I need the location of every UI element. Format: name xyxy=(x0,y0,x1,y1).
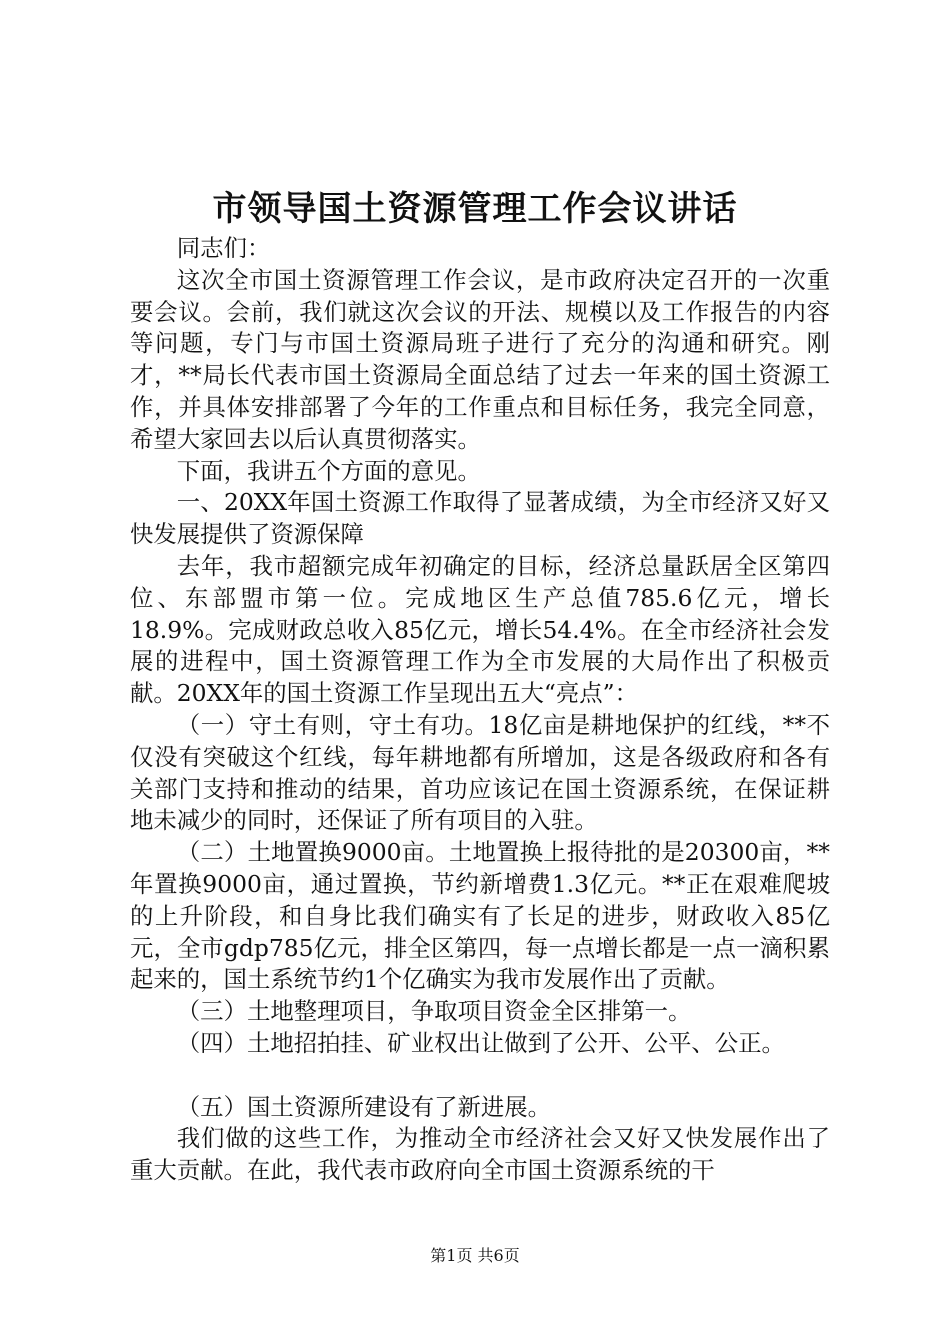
list-item-5: （五）国土资源所建设有了新进展。 xyxy=(176,1092,552,1121)
salutation: 同志们： xyxy=(176,234,271,262)
list-item-2: （二）土地置换9000亩。土地置换上报待批的是20300亩，**年置换9000亩，通过置换，节约新增费1.3亿元。**正在艰难爬坡的上升阶段，和自身比我们确实有了长足的进步，财政收入85亿元，全市gdp785亿元，排全区第四，每一点增长都是一点一滴积累起来的，国土系统节约1个亿确实为我市发展作出了贡献。 xyxy=(130,838,830,994)
paragraph-outline: 下面，我讲五个方面的意见。 xyxy=(176,456,481,485)
page-number: 第1页 共6页 xyxy=(430,1246,520,1265)
list-item-1: （一）守土有则，守土有功。18亿亩是耕地保护的红线，**不仅没有突破这个红线，每年耕地都有所增加，这是各级政府和各有关部门支持和推动的结果，首功应该记在国土资源系统，在保证耕地未减少的同时，还保证了所有项目的入驻。 xyxy=(130,710,830,835)
document-title: 市领导国土资源管理工作会议讲话 xyxy=(212,189,738,229)
paragraph-contribution: 我们做的这些工作，为推动全市经济社会又好又快发展作出了重大贡献。在此，我代表市政府向全市国土资源系统的干 xyxy=(130,1124,830,1185)
list-item-3: （三）土地整理项目，争取项目资金全区排第一。 xyxy=(176,997,692,1026)
paragraph-achievements: 去年，我市超额完成年初确定的目标，经济总量跃居全区第四位、东部盟市第一位。完成地区生产总值785.6亿元，增长18.9%。完成财政总收入85亿元，增长54.4%。在全市经济社会发展的进程中，国土资源管理工作为全市发展的大局作出了积极贡献。20XX年的国土资源工作呈现出五大“亮点”： xyxy=(130,551,830,708)
paragraph-intro: 这次全市国土资源管理工作会议，是市政府决定召开的一次重要会议。会前，我们就这次会议的开法、规模以及工作报告的内容等问题，专门与市国土资源局班子进行了充分的沟通和研究。刚才，**局长代表市国土资源局全面总结了过去一年来的国土资源工作，并具体安排部署了今年的工作重点和目标任务，我完全同意，希望大家回去以后认真贯彻落实。 xyxy=(130,265,830,453)
list-item-4: （四）土地招拍挂、矿业权出让做到了公开、公平、公正。 xyxy=(176,1028,785,1057)
section-heading-1: 一、20XX年国土资源工作取得了显著成绩，为全市经济又好又快发展提供了资源保障 xyxy=(130,488,830,549)
document-body xyxy=(130,233,830,1187)
